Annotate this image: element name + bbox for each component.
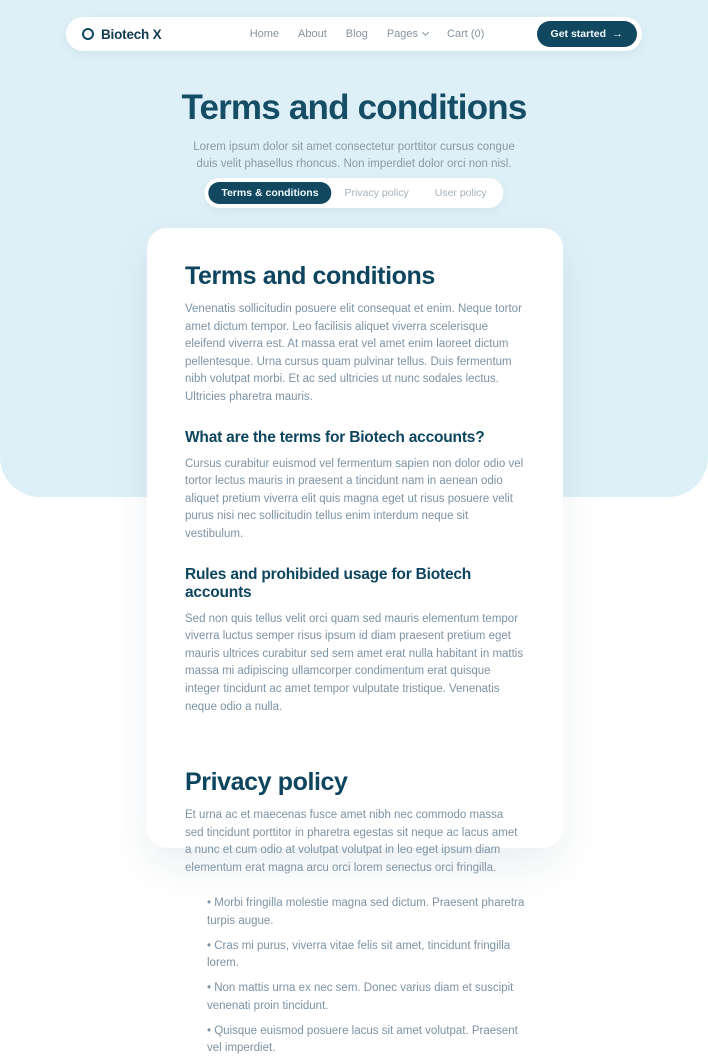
subsection-paragraph: Cursus curabitur euismod vel fermentum sapien non dolor odio vel tortor lectus mauris in praesent a tincidunt nam in aenean odio aliquet pretium viverra elit quis magna eget ut risus posuere velit purus nisi nec sollicitudin tellus enim interdum neque sit vestibulum. [185,457,524,540]
nav-link-about[interactable] [298,28,327,40]
section-heading: Privacy policy [185,768,348,797]
subsection-heading: Rules and prohibided usage for Biotech accounts [185,565,472,601]
get-started-label: Get started [550,28,606,40]
subsection-paragraph: Sed non quis tellus velit orci quam sed mauris elementum tempor viverra luctus semper risus ipsum id diam praesent pretium eget mauris ultrices curabitur sed sem amet erat nulla habitant in mattis massa mi adipiscing ullamcorper condimentum erat quisque integer tincidunt ac amet tempor vulputate tristique. Venenatis neque odio a nulla. [185,612,524,713]
nav-menu [214,28,485,40]
section-heading: Terms and conditions [185,262,435,290]
subsection-heading: What are the terms for Biotech accounts? [185,428,485,446]
arrow-right-icon: → [611,28,623,40]
tab-terms-conditions[interactable]: Terms & conditions [208,182,331,204]
brand[interactable] [82,27,161,42]
tab-user-policy[interactable]: User policy [434,187,487,199]
get-started-button[interactable] [537,21,637,47]
brand-logo-icon [82,28,94,40]
list-item: • Non mattis urna ex nec sem. Donec varius diam et suscipit venenati proin tincidunt. [207,980,525,1015]
list-item: • Morbi fringilla molestie magna sed dictum. Praesent pharetra turpis augue. [207,895,525,930]
section-paragraph: Et urna ac et maecenas fusce amet nibh nec commodo massa sed tincidunt porttitor in pharetra egestas sit neque ac lacus amet a nunc et cum odio at volutpat volutpat in leo eget ipsum diam elementum erat magna arcu orci lorem senectus orci fringilla. [185,809,518,874]
section-terms [185,262,525,716]
page-subtitle: Lorem ipsum dolor sit amet consectetur porttitor cursus congue duis velit phasellus rhoncus. Non imperdiet dolor orci non nisl. [193,141,515,170]
nav-link-label: Pages [386,28,419,40]
nav-link-label: Cart (0) [447,28,485,40]
privacy-bullet-list [185,895,525,1057]
policy-tabs [204,178,503,208]
nav-link-label: Blog [345,28,368,40]
nav-link-label: About [298,28,327,40]
page-title: Terms and conditions [181,88,527,127]
list-item: • Quisque euismod posuere lacus sit amet volutpat. Praesent vel imperdiet. [207,1023,525,1057]
navbar [66,17,642,51]
tab-privacy-policy[interactable]: Privacy policy [344,187,409,199]
chevron-down-icon [422,29,429,36]
section-paragraph: Venenatis sollicitudin posuere elit consequat et enim. Neque tortor amet dictum tempor. Leo facilisis aliquet viverra scelerisque eleifend viverra est. At massa erat vel amet enim laoreet dictum pellentesque. Urna cursus quam pulvinar tellus. Duis fermentum nibh volutpat morbi. Et ac sed ultricies ut nunc sodales lectus. Ultricies pharetra mauris. [185,303,522,403]
nav-link-blog[interactable] [346,28,368,40]
list-item: • Cras mi purus, viverra vitae felis sit amet, tincidunt fringilla lorem. [207,938,525,973]
nav-link-cart[interactable] [447,28,484,40]
brand-name: Biotech X [101,26,162,42]
nav-link-home[interactable] [250,28,279,40]
nav-link-label: Home [249,28,280,40]
nav-link-pages[interactable] [387,28,428,40]
content-card [147,228,563,1055]
section-privacy [185,768,525,1057]
